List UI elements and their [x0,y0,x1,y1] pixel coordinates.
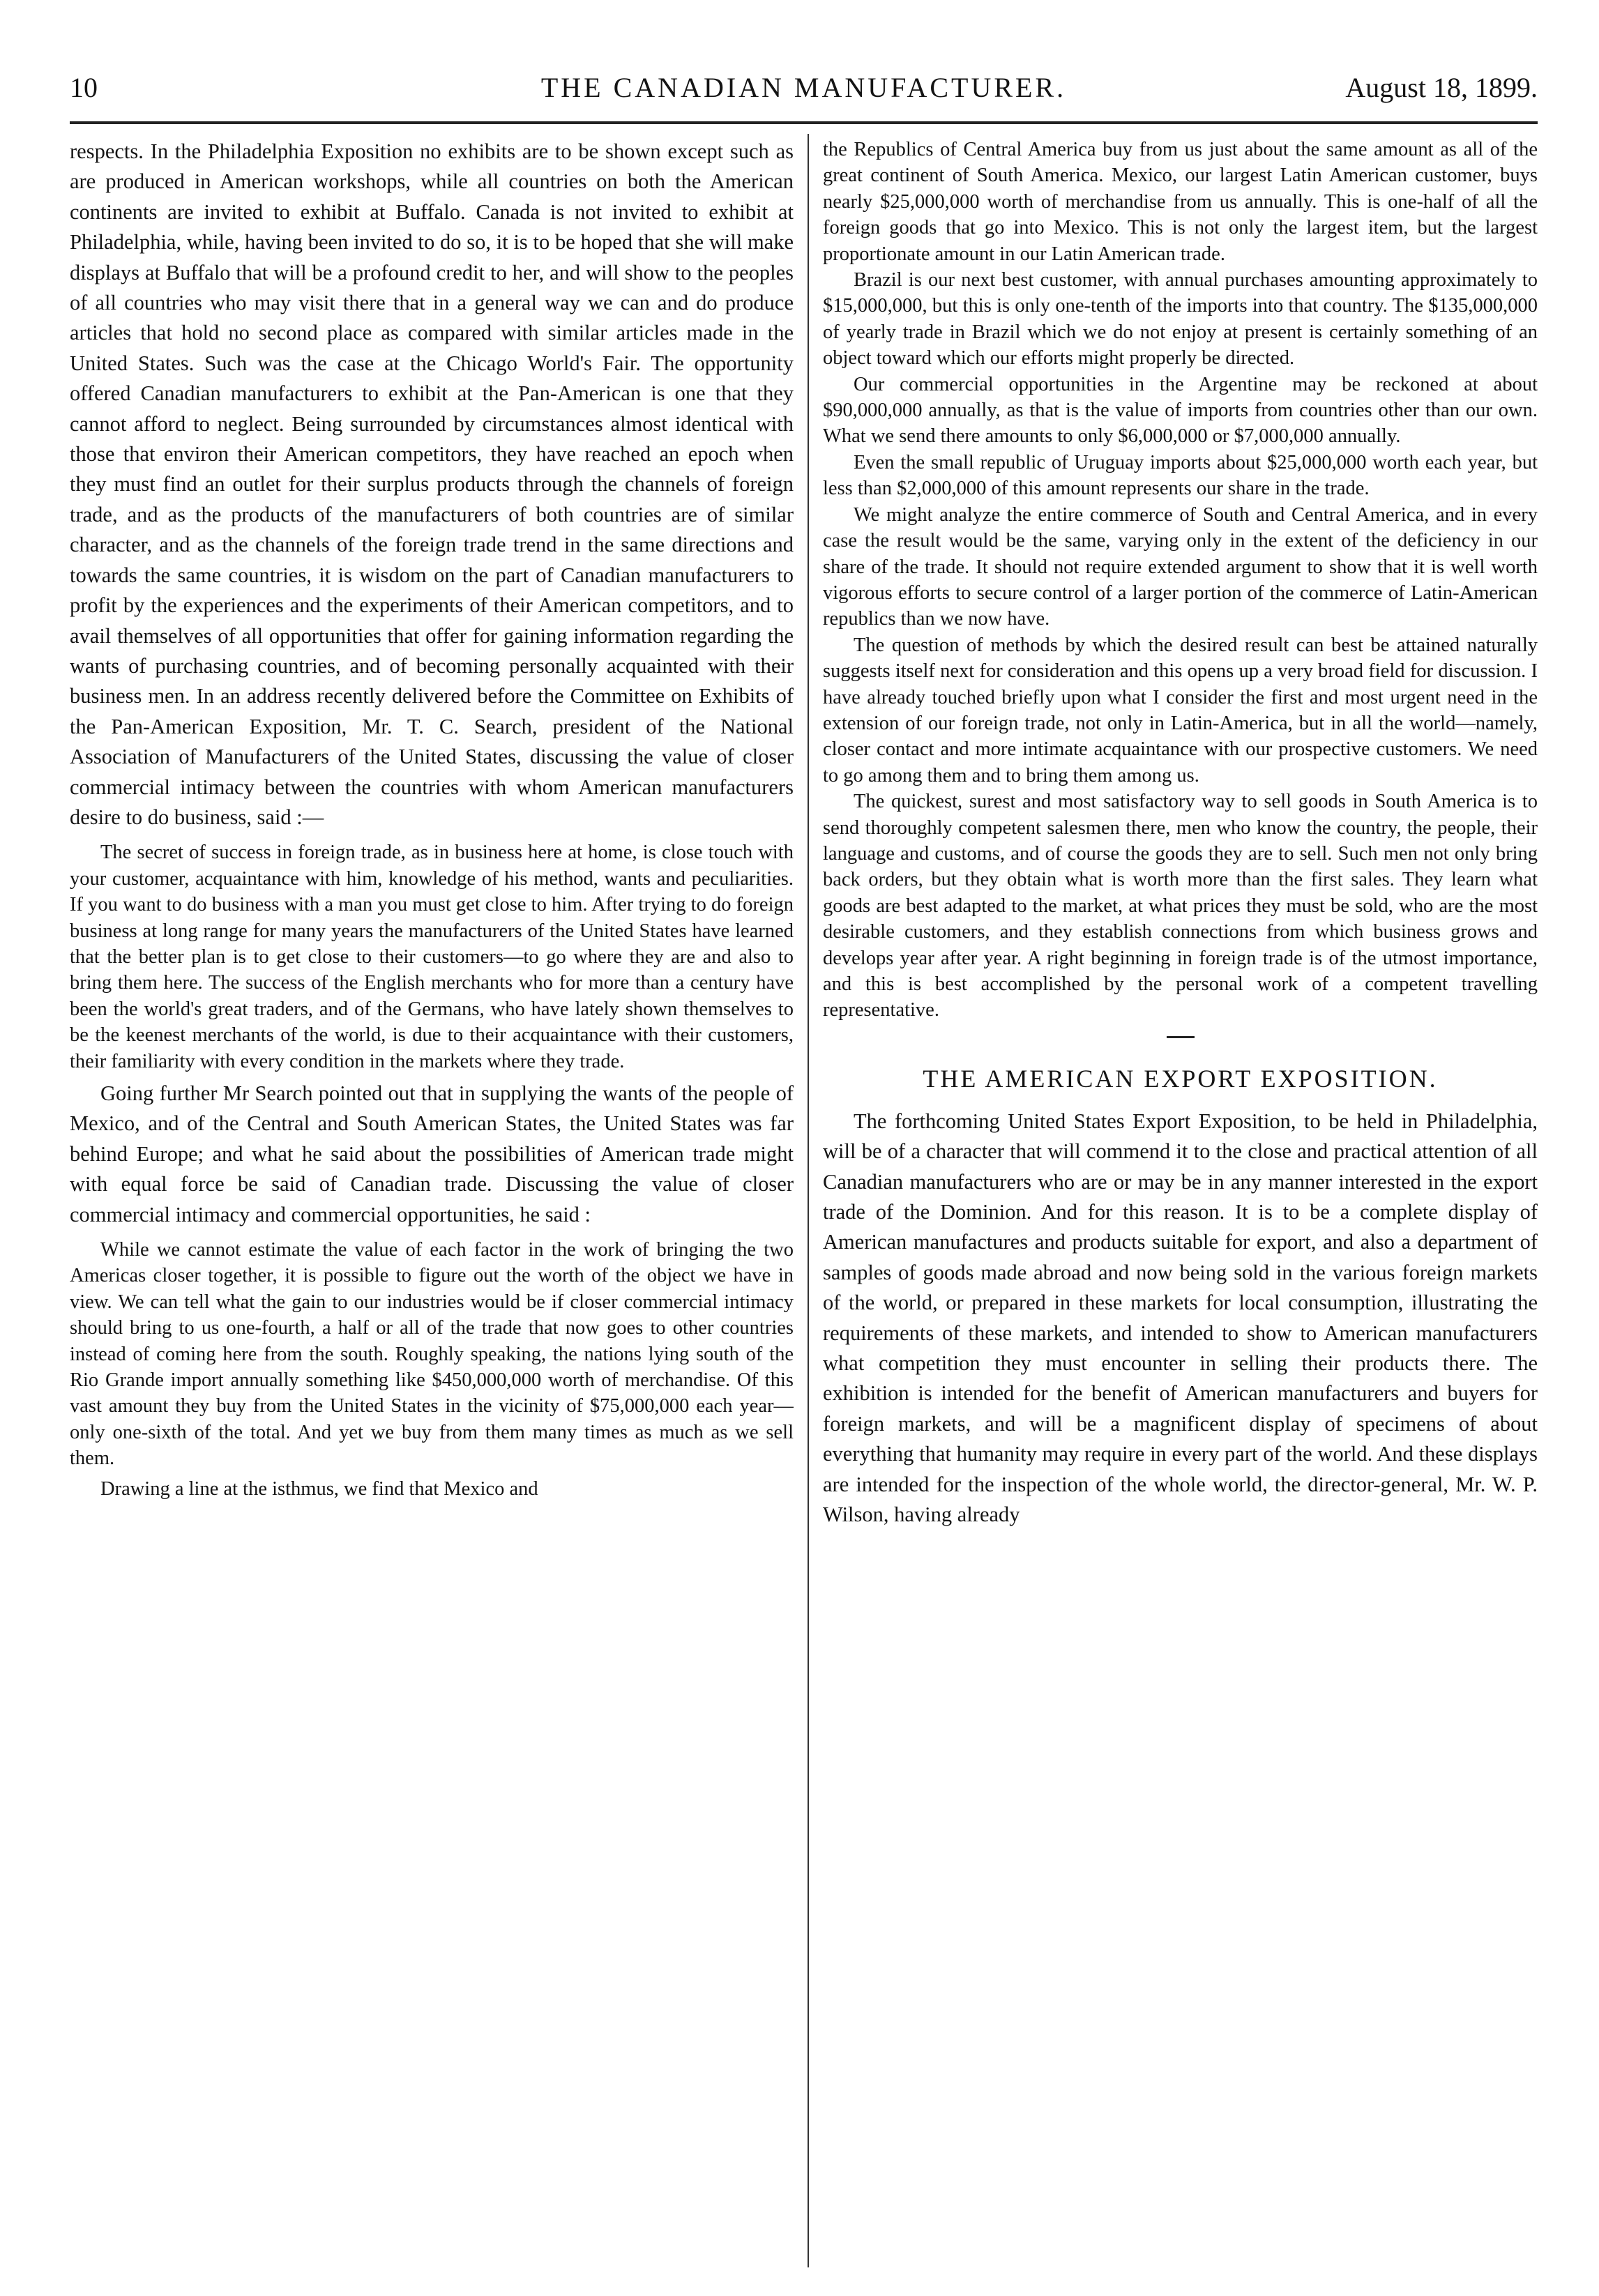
quoted-paragraph: Even the small republic of Uruguay imports about $25,000,000 worth each year, but less than $2,000,000 of this amount represents our share in the trade. [823,451,1538,500]
right-column [823,137,1538,2263]
publication-title: THE CANADIAN MANUFACTURER. [540,72,1067,103]
section-separator [1167,1036,1195,1038]
quoted-paragraph: While we cannot estimate the value of each factor in the work of bringing the two Americas closer together, it is possible to figure out the worth of the object we have in view. We can tell what the gain to our industries would be if closer commercial intimacy should bring to us one-fourth, a half or all of the trade that now goes to other countries instead of coming here from the south. Roughly speaking, the nations lying south of the Rio Grande import annually something like $450,000,000 worth of merchandise. Of this vast amount they buy from the United States in the vicinity of $75,000,000 each year—only one-sixth of the total. And yet we buy from them many times as much as we sell them. [70,1239,794,1470]
quoted-paragraph: We might analyze the entire commerce of South and Central America, and in every case the result would be the same, varying only in the extent of the deficiency in our share of the trade. It should not require extended argument to show that it is well worth vigorous efforts to secure control of a larger portion of the commerce of Latin-American republics than we now have. [823,503,1538,630]
left-column [70,137,794,2263]
quoted-paragraph: the Republics of Central America buy from us just about the same amount as all of the great continent of South America. Mexico, our largest Latin American customer, buys nearly $25,000,000 worth of merchandise from us annually. This is one-half of all the foreign goods that go into Mexico. This is not only the largest item, but the largest proportionate amount in our Latin American trade. [823,139,1538,265]
quoted-paragraph: The question of methods by which the desired result can best be attained naturally suggests itself next for consideration and this opens up a very broad field for discussion. I have already touched briefly upon what I consider the first and most urgent need in the extension of our foreign trade, not only in Latin-America, but in all the world—namely, closer contact and more intimate acquaintance with our prospective customers. We need to go among them and to bring them among us. [823,634,1538,786]
quoted-paragraph: Brazil is our next best customer, with annual purchases amounting approximately to $15,000,000, but this is only one-tenth of the imports into that country. The $135,000,000 of yearly trade in Brazil which we do not enjoy at present is certainly something of an object toward which our efforts might properly be directed. [823,269,1538,370]
quoted-paragraph: The secret of success in foreign trade, as in business here at home, is close touch with your customer, acquaintance with him, knowledge of his method, wants and peculiarities. If you want to do business with a man you must get close to him. After trying to do foreign business at long range for many years the manufacturers of the United States have learned that the better plan is to get close to their customers—to go where they are and also to bring them here. The success of the English merchants who for more than a century have been the world's great traders, and of the Germans, who have lately shown themselves to be the keenest merchants of the world, is due to their acquaintance with their customers, their familiarity with every condition in the markets where they trade. [70,842,794,1072]
newspaper-page [70,67,1538,2270]
article-paragraph: The forthcoming United States Export Exposition, to be held in Philadelphia, will be of a character that will commend it to the close and practical attention of all Canadian manufacturers who are or may be in any manner interested in the export trade of the Dominion. And for this reason. It is to be a complete display of American manufactures and products suitable for export, and also a department of samples of goods made abroad and now being sold in the various foreign markets of the world, or prepared in these markets for local consumption, illustrating the requirements of these markets, and intended to show to American manufacturers what competition they must encounter in selling their products there. The exhibition is intended for the benefit of American manufacturers and buyers for foreign markets, and will be a magnificent display of specimens of about everything that humanity may require in every part of the world. And these displays are intended for the inspection of the whole world, the director-general, Mr. W. P. Wilson, having already [823,1109,1538,1527]
article-paragraph: Going further Mr Search pointed out that in supplying the wants of the people of Mexico, and of the Central and South American States, the United States was far behind Europe; and what he said about the possibilities of American trade might with equal force be said of Canadian trade. Discussing the value of closer commercial intimacy and commercial opportunities, he said : [70,1081,794,1226]
header-rule [70,121,1538,124]
article-paragraph: respects. In the Philadelphia Exposition no exhibits are to be shown except such as are produced in American workshops, while all countries on both the American continents are invited to exhibit at Buffalo. Canada is not invited to exhibit at Philadelphia, while, having been invited to do so, it is to be hoped that she will make displays at Buffalo that will be a profound credit to her, and will show to the peoples of all countries who may visit there that in a general way we can and do produce articles that hold no second place as compared with similar articles made in the United States. Such was the case at the Chicago World's Fair. The opportunity offered Canadian manufacturers to exhibit at the Pan-American is one that they cannot afford to neglect. Being surrounded by circumstances almost identical with those that environ their American competitors, they have reached an epoch when they must find an outlet for their surplus products through the channels of foreign trade, and as the products of the manufacturers of both countries are of similar character, and as the channels of the foreign trade trend in the same directions and towards the same countries, it is wisdom on the part of Canadian manufacturers to profit by the experiences and the experiments of their American competitors, and to avail themselves of all opportunities that offer for gaining information regarding the wants of purchasing countries, and of becoming personally acquainted with their business men. In an address recently delivered before the Committee on Exhibits of the Pan-American Exposition, Mr. T. C. Search, president of the National Association of Manufacturers of the United States, discussing the value of closer commercial intimacy between the countries with whom American manufacturers desire to do business, said :— [70,139,794,829]
page-number: 10 [70,72,98,103]
issue-date: August 18, 1899. [1345,72,1538,103]
page-header [70,67,1538,109]
column-divider [808,134,809,2267]
quoted-paragraph: The quickest, surest and most satisfactory way to sell goods in South America is to send thoroughly competent salesmen there, men who know the country, the people, their language and customs, and of course the goods they are to sell. Such men not only bring back orders, but they obtain what is worth more than the first sales. They learn what goods are best adapted to the market, at what prices they must be sold, who are the most desirable customers, and they establish connections from which business grows and develops year after year. A right beginning in foreign trade is of the utmost importance, and this is best accomplished by the personal work of a competent travelling representative. [823,791,1538,1021]
section-heading: THE AMERICAN EXPORT EXPOSITION. [923,1064,1438,1093]
quoted-paragraph: Our commercial opportunities in the Argentine may be reckoned at about $90,000,000 annually, as that is the value of imports from countries other than our own. What we send there amounts to only $6,000,000 or $7,000,000 annually. [823,373,1538,448]
quoted-paragraph: Drawing a line at the isthmus, we find that Mexico and [100,1477,538,1500]
